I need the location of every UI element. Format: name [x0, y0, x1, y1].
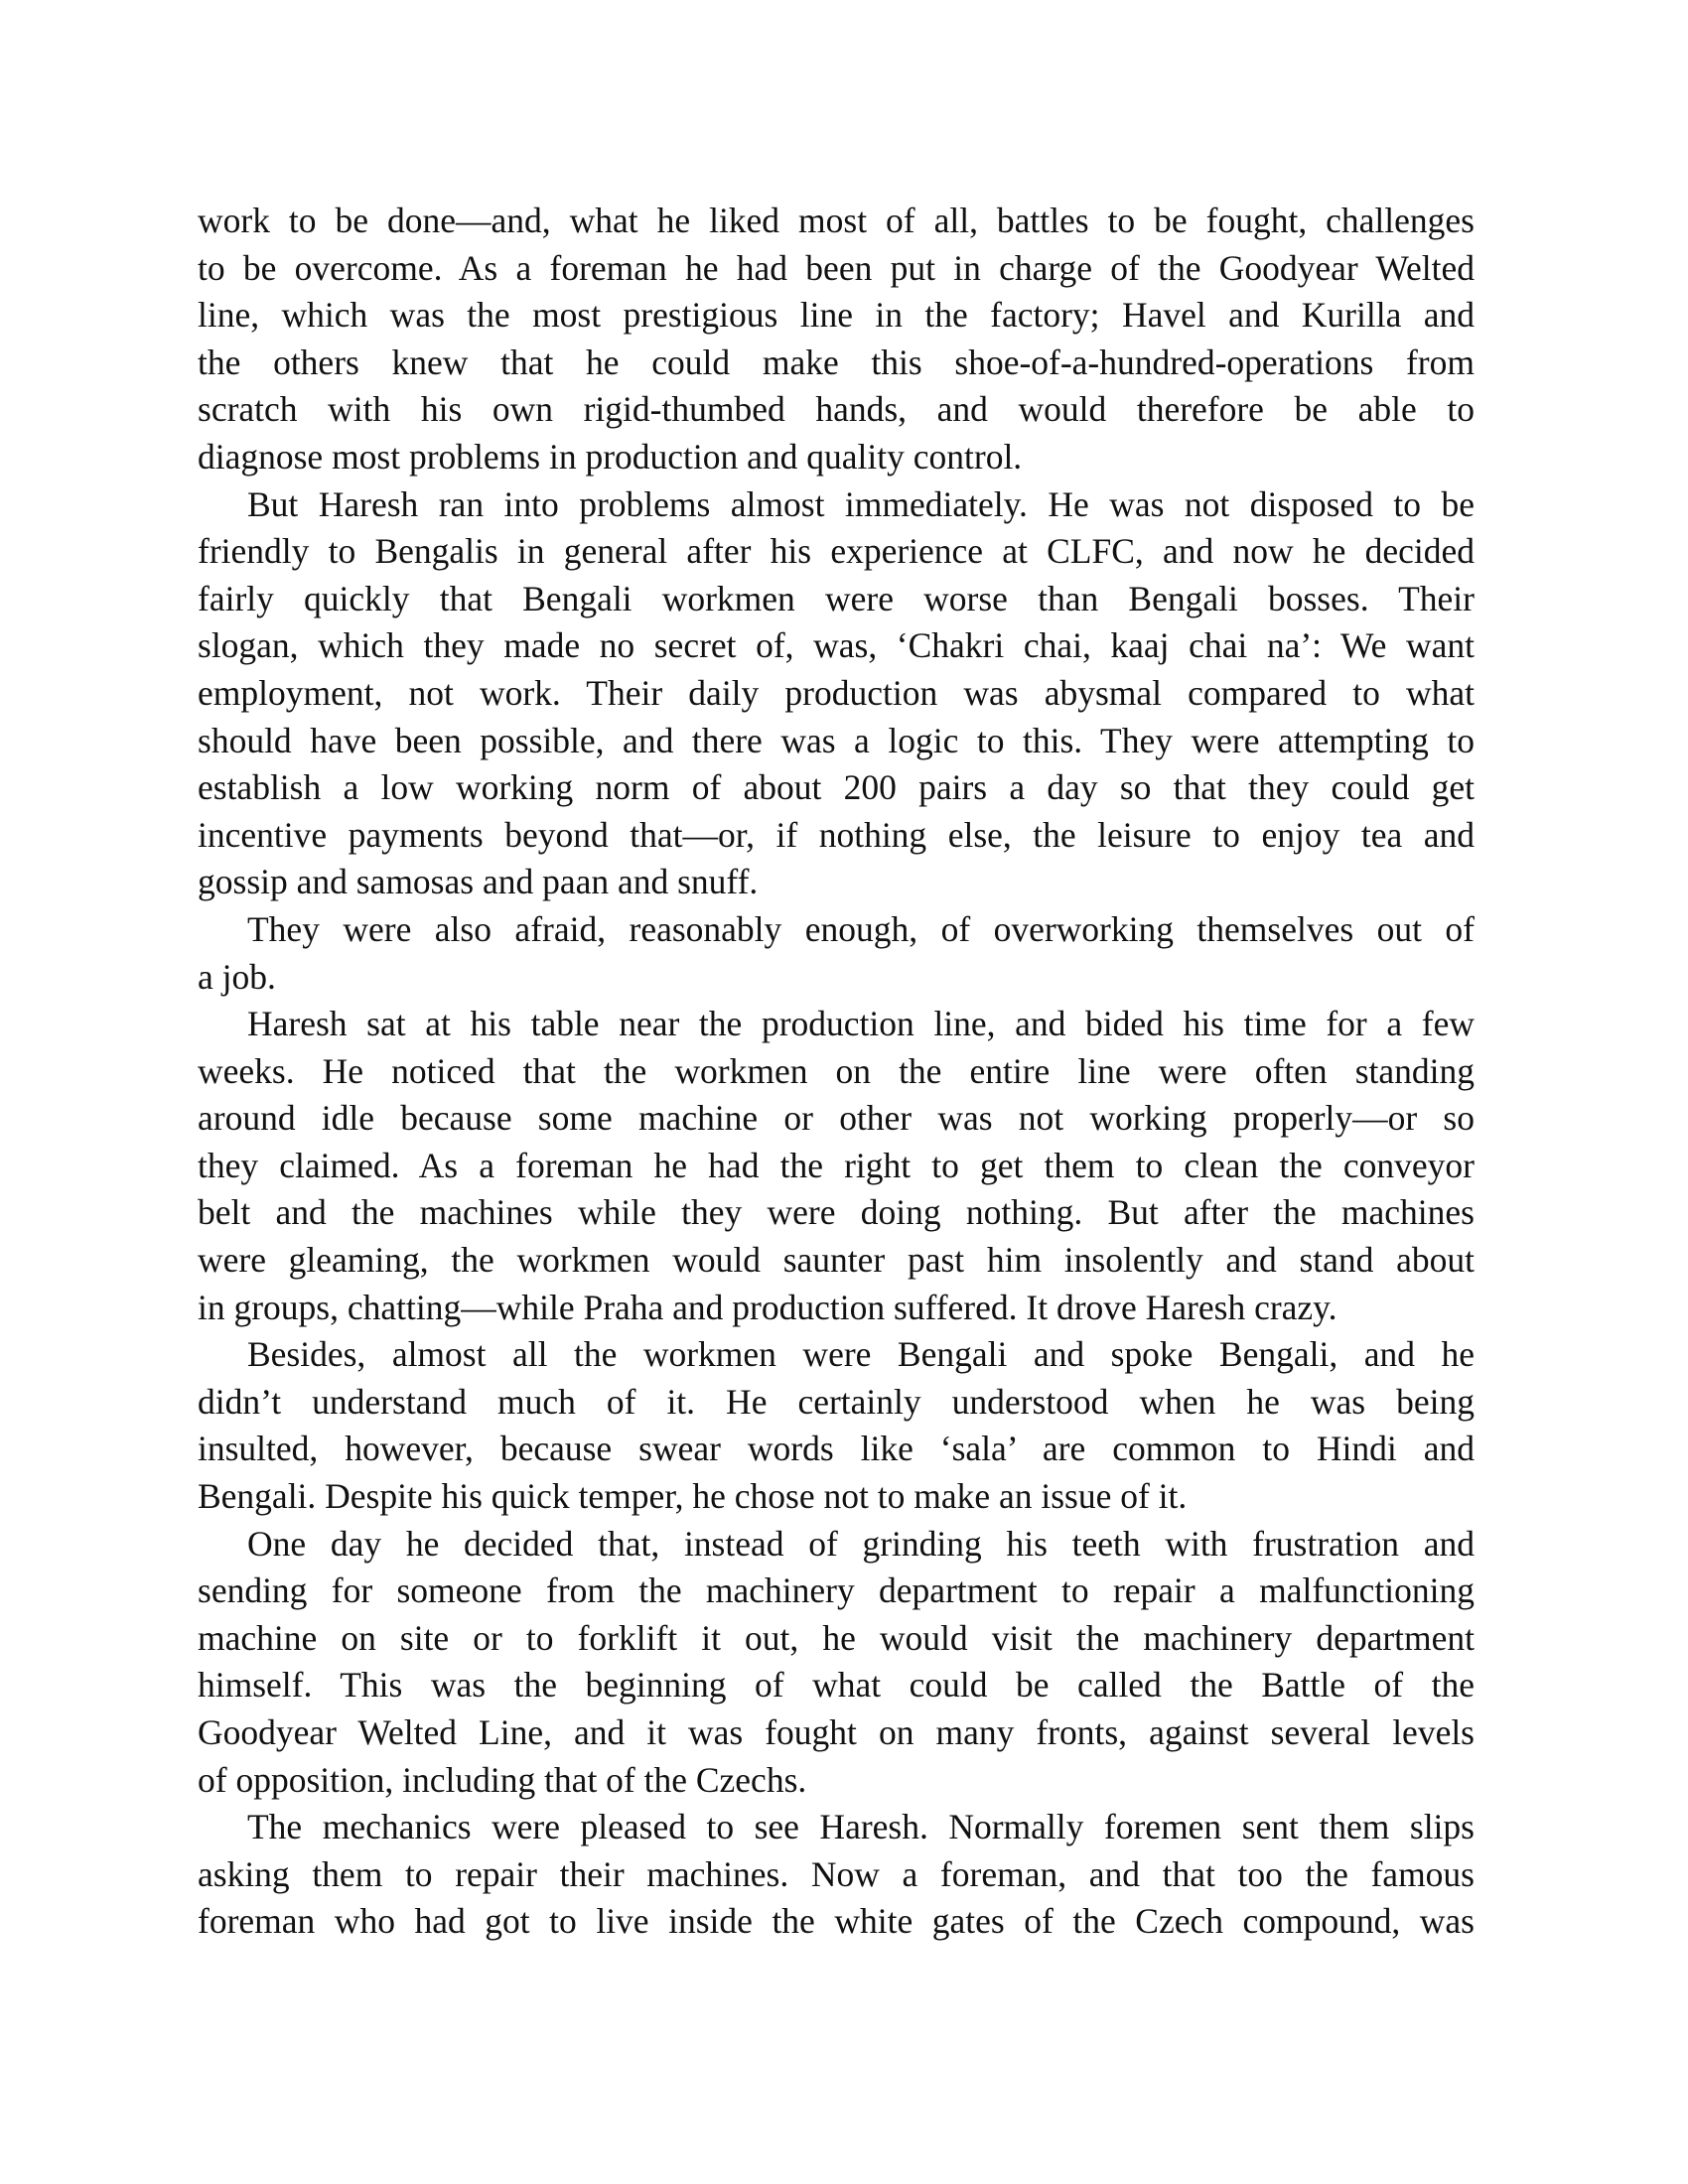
text-line: they claimed. As a foreman he had the right to get them to clean the conveyor [198, 1145, 1475, 1185]
text-line: work to be done—and, what he liked most of all, battles to be fought, challenges [198, 201, 1475, 240]
paragraph [198, 1521, 1475, 1805]
text-line: gossip and samosas and paan and snuff. [198, 862, 759, 902]
text-line: around idle because some machine or other was not working properly—or so [198, 1098, 1475, 1139]
text-line: One day he decided that, instead of grinding his teeth with frustration and [247, 1523, 1475, 1564]
text-line: friendly to Bengalis in general after his experience at CLFC, and now he decided [198, 531, 1475, 572]
text-line: insulted, however, because swear words like ‘sala’ are common to Hindi and [198, 1429, 1475, 1469]
text-line: But Haresh ran into problems almost immediately. He was not disposed to be [247, 483, 1475, 524]
text-line: to be overcome. As a foreman he had been put in charge of the Goodyear Welted [198, 247, 1475, 288]
text-line: line, which was the most prestigious line in the factory; Havel and Kurilla and [198, 295, 1475, 336]
text-line: belt and the machines while they were doing nothing. But after the machines [198, 1192, 1475, 1233]
text-line: They were also afraid, reasonably enough, of overworking themselves out of [247, 908, 1475, 949]
text-line: fairly quickly that Bengali workmen were worse than Bengali bosses. Their [198, 578, 1475, 618]
text-line: Bengali. Despite his quick temper, he chose not to make an issue of it. [198, 1476, 1188, 1517]
text-line: incentive payments beyond that—or, if nothing else, the leisure to enjoy tea and [198, 814, 1475, 855]
paragraph [198, 481, 1475, 906]
paragraph [198, 1804, 1475, 1946]
text-line: scratch with his own rigid-thumbed hands, and would therefore be able to [198, 389, 1475, 430]
text-line: employment, not work. Their daily production was abysmal compared to what [198, 672, 1475, 713]
text-line: of opposition, including that of the Czechs. [198, 1759, 807, 1800]
text-line: himself. This was the beginning of what could be called the Battle of the [198, 1665, 1475, 1706]
text-line: a job. [198, 956, 276, 997]
text-line: didn’t understand much of it. He certainly understood when he was being [198, 1381, 1475, 1422]
text-line: establish a low working norm of about 200 pairs a day so that they could get [198, 767, 1475, 808]
paragraph [198, 1001, 1475, 1331]
text-line: weeks. He noticed that the workmen on the entire line were often standing [198, 1050, 1475, 1091]
text-line: machine on site or to forklift it out, he would visit the machinery department [198, 1617, 1475, 1658]
text-line: sending for someone from the machinery department to repair a malfunctioning [198, 1570, 1475, 1611]
text-line: diagnose most problems in production and quality control. [198, 436, 1023, 477]
book-page-text [198, 198, 1475, 1946]
text-line: Goodyear Welted Line, and it was fought on many fronts, against several levels [198, 1712, 1475, 1752]
paragraph [198, 1331, 1475, 1520]
paragraph [198, 198, 1475, 481]
text-line: asking them to repair their machines. Now a foreman, and that too the famous [198, 1853, 1475, 1894]
text-line: in groups, chatting—while Praha and production suffered. It drove Haresh crazy. [198, 1287, 1337, 1327]
paragraph [198, 906, 1475, 1001]
text-line: Besides, almost all the workmen were Bengali and spoke Bengali, and he [247, 1334, 1475, 1375]
text-line: should have been possible, and there was a logic to this. They were attempting to [198, 720, 1475, 760]
text-line: slogan, which they made no secret of, was, ‘Chakri chai, kaaj chai na’: We want [198, 625, 1475, 666]
text-line: Haresh sat at his table near the production line, and bided his time for a few [247, 1004, 1475, 1044]
text-line: the others knew that he could make this shoe-of-a-hundred-operations from [198, 341, 1475, 382]
text-line: were gleaming, the workmen would saunter past him insolently and stand about [198, 1240, 1475, 1281]
text-line: foreman who had got to live inside the white gates of the Czech compound, was [198, 1901, 1475, 1942]
text-line: The mechanics were pleased to see Haresh. Normally foremen sent them slips [247, 1807, 1475, 1847]
